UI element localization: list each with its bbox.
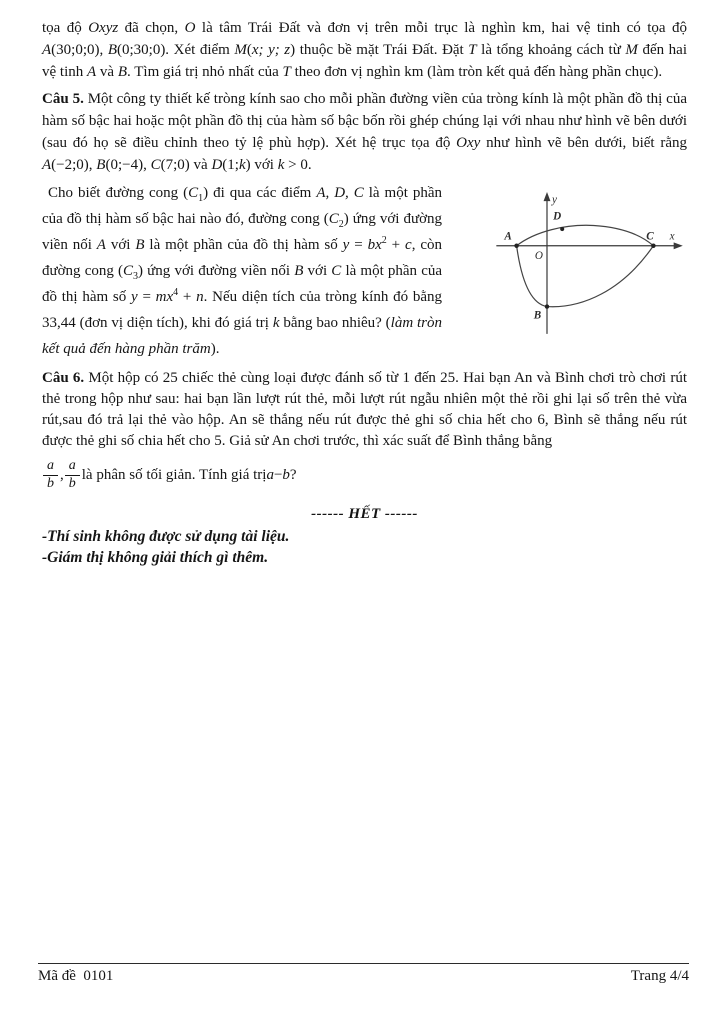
text-segment: 2 bbox=[381, 235, 387, 246]
text-segment: là phân số tối giản. Tính giá trị bbox=[81, 466, 267, 483]
text-segment: 2 bbox=[338, 219, 344, 230]
text-segment: M bbox=[625, 42, 638, 58]
text-segment: + bbox=[386, 237, 406, 253]
x-axis-label: x bbox=[669, 230, 675, 243]
text-segment: C bbox=[331, 263, 342, 279]
text-segment: , còn đường cong ( bbox=[42, 237, 442, 279]
text-segment: là một phần của đồ thị hàm số bậc hai nào đó, đường cong ( bbox=[42, 185, 443, 227]
text-segment: c bbox=[405, 237, 412, 253]
text-segment: Một hộp có 25 chiếc thẻ cùng loại được đánh số từ 1 đến 25. Hai bạn An và Bình chơi trò chơi rút thẻ trong hộp như sau: hai bạn lần lượt rút thẻ, mỗi lượt rút ngẫu nhiên một thẻ rồi ghi lại số trên thẻ vừa rút,sau đó trả lại thẻ vào hộp. An sẽ thắng nếu rút được thẻ ghi số chia hết cho 6, Bình sẽ thắng nếu rút được thẻ ghi số chia hết cho 5. Giả sử An chơi trước, thì xác suất để Bình thắng bằng bbox=[42, 370, 687, 449]
text-segment: Cho biết đường cong ( bbox=[48, 185, 189, 201]
exam-code: Mã đề 0101 bbox=[38, 968, 114, 984]
text-segment: ) đi qua các điểm bbox=[203, 185, 317, 201]
curve-c3 bbox=[547, 246, 653, 307]
paragraph-question-5 bbox=[42, 88, 687, 176]
text-segment: , bbox=[60, 466, 64, 483]
text-segment: B bbox=[117, 64, 128, 80]
text-segment: bằng bao nhiêu? ( bbox=[279, 315, 391, 331]
text-segment: B bbox=[294, 263, 304, 279]
text-segment: ) với bbox=[245, 157, 278, 173]
point-a-dot bbox=[514, 244, 518, 248]
text-segment: và bbox=[96, 64, 118, 80]
paragraph-intro bbox=[42, 17, 687, 83]
text-segment: A bbox=[87, 64, 97, 80]
text-segment: + bbox=[178, 289, 197, 305]
text-segment: đến hai vệ tinh bbox=[42, 42, 687, 80]
text-segment: B bbox=[107, 42, 117, 58]
text-segment: > 0. bbox=[284, 157, 312, 173]
point-b-dot bbox=[545, 304, 549, 308]
text-segment: như hình vẽ bên dưới, biết rằng bbox=[480, 135, 687, 151]
text-segment: ) thuộc bề mặt Trái Đất. Đặt bbox=[290, 42, 469, 58]
text-segment: − bbox=[273, 466, 283, 483]
x-axis-arrow bbox=[674, 242, 683, 249]
text-segment: T bbox=[468, 42, 477, 58]
page-footer bbox=[38, 963, 689, 985]
paragraph-question-5-detail bbox=[42, 180, 442, 362]
lens-figure-svg bbox=[484, 188, 687, 340]
text-segment: 4 bbox=[173, 287, 179, 298]
origin-label: O bbox=[534, 249, 543, 262]
text-segment: . Tìm giá trị nhỏ nhất của bbox=[127, 64, 283, 80]
text-segment: b bbox=[282, 466, 290, 483]
page-number: Trang 4/4 bbox=[630, 968, 689, 984]
text-segment: O bbox=[184, 20, 196, 36]
text-segment: Câu 5. bbox=[42, 91, 84, 107]
text-segment: . Nếu diện tích của tròng kính đó bằng 33,44 (đơn vị diện tích), khi đó giá trị bbox=[42, 289, 442, 331]
text-segment: là một phần của đồ thị hàm số bbox=[42, 263, 443, 305]
text-segment: làm tròn kết quả đến hàng phần trăm bbox=[42, 315, 443, 357]
text-segment: bx bbox=[367, 237, 382, 253]
text-segment: mx bbox=[155, 289, 174, 305]
point-c-label: C bbox=[646, 230, 654, 243]
point-b-label: B bbox=[533, 309, 542, 322]
text-segment: 1 bbox=[198, 193, 204, 204]
text-segment: C bbox=[188, 185, 199, 201]
text-segment: C bbox=[150, 157, 161, 173]
text-segment: A bbox=[96, 237, 106, 253]
text-segment: là một phần của đồ thị hàm số bbox=[144, 237, 343, 253]
text-segment: T bbox=[282, 64, 291, 80]
text-segment: = bbox=[349, 237, 368, 253]
note-line-1: -Thí sinh không được sử dụng tài liệu. bbox=[42, 528, 290, 545]
text-segment: 3 bbox=[133, 271, 139, 282]
text-segment: (0;30;0). Xét điểm bbox=[116, 42, 235, 58]
note-line-2: -Giám thị không giải thích gì thêm. bbox=[42, 549, 269, 566]
fraction: $\frac{a}{b}$ bbox=[43, 459, 58, 491]
text-segment: (−2;0), bbox=[51, 157, 97, 173]
question5-detail-row bbox=[42, 180, 687, 362]
text-segment: với bbox=[303, 263, 332, 279]
text-segment: (0;−4), bbox=[105, 157, 151, 173]
text-segment: đã chọn, bbox=[118, 20, 185, 36]
point-a-label: A bbox=[504, 230, 512, 243]
fraction: $\frac{a}{b}$ bbox=[65, 459, 80, 491]
text-segment: C bbox=[123, 263, 134, 279]
text-segment: n bbox=[196, 289, 204, 305]
text-segment: Oxy bbox=[456, 135, 481, 151]
text-segment: k bbox=[277, 157, 285, 173]
text-segment: (7;0) và bbox=[160, 157, 212, 173]
paragraph-question-6 bbox=[42, 368, 687, 452]
text-segment: ) ứng với đường viền nối bbox=[42, 211, 442, 253]
y-axis-arrow bbox=[544, 192, 551, 201]
text-segment: Oxyz bbox=[88, 20, 119, 36]
text-segment: (30;0;0), bbox=[51, 42, 108, 58]
end-marker: ------ HẾT ------ bbox=[311, 506, 418, 522]
text-segment: ? bbox=[289, 466, 297, 483]
text-segment: y bbox=[342, 237, 350, 253]
text-segment: C bbox=[328, 211, 339, 227]
y-axis-label: y bbox=[552, 194, 558, 207]
text-segment: Một công ty thiết kế tròng kính sao cho mỗi phần đường viền của tròng kính là một phần đồ thị của hàm số bậc hai hoặc một phần đồ thị của hàm số bậc bốn rồi ghép chúng lại với nhau như hình vẽ bên dưới (sau đó họ sẽ điều chỉnh theo tỷ lệ phù hợp). Xét hệ trục tọa độ bbox=[42, 91, 688, 151]
question6-fraction-line bbox=[42, 456, 687, 494]
text-segment: k bbox=[272, 315, 280, 331]
text-segment: ) ứng với đường viền nối bbox=[138, 263, 295, 279]
text-segment: A bbox=[42, 157, 52, 173]
text-segment: ( bbox=[246, 42, 252, 58]
text-segment: tọa độ bbox=[42, 20, 89, 36]
text-segment: = bbox=[137, 289, 156, 305]
point-d-label: D bbox=[553, 210, 562, 223]
text-segment: B bbox=[96, 157, 106, 173]
text-segment: a bbox=[266, 466, 274, 483]
text-segment: D bbox=[211, 157, 223, 173]
curve-c1 bbox=[517, 225, 654, 245]
text-segment: k bbox=[238, 157, 246, 173]
text-segment: M bbox=[234, 42, 247, 58]
text-segment: là tâm Trái Đất và đơn vị trên mỗi trục là nghìn km, hai vệ tinh có tọa độ bbox=[195, 20, 687, 36]
text-segment: ). bbox=[210, 341, 220, 357]
text-segment: Câu 6. bbox=[42, 370, 85, 386]
exam-notes bbox=[42, 526, 687, 568]
text-segment: với bbox=[105, 237, 136, 253]
lens-figure bbox=[484, 188, 687, 345]
text-segment: B bbox=[135, 237, 145, 253]
text-segment: theo đơn vị nghìn km (làm tròn kết quả đến hàng phần chục). bbox=[290, 64, 663, 80]
text-segment: x; y; z bbox=[251, 42, 291, 58]
text-segment: A bbox=[42, 42, 52, 58]
text-segment: A, D, C bbox=[316, 185, 364, 201]
text-segment: là tổng khoảng cách từ bbox=[476, 42, 626, 58]
point-c-dot bbox=[651, 244, 655, 248]
text-segment: y bbox=[131, 289, 138, 305]
text-segment: (1; bbox=[222, 157, 239, 173]
point-d-dot bbox=[560, 227, 564, 231]
